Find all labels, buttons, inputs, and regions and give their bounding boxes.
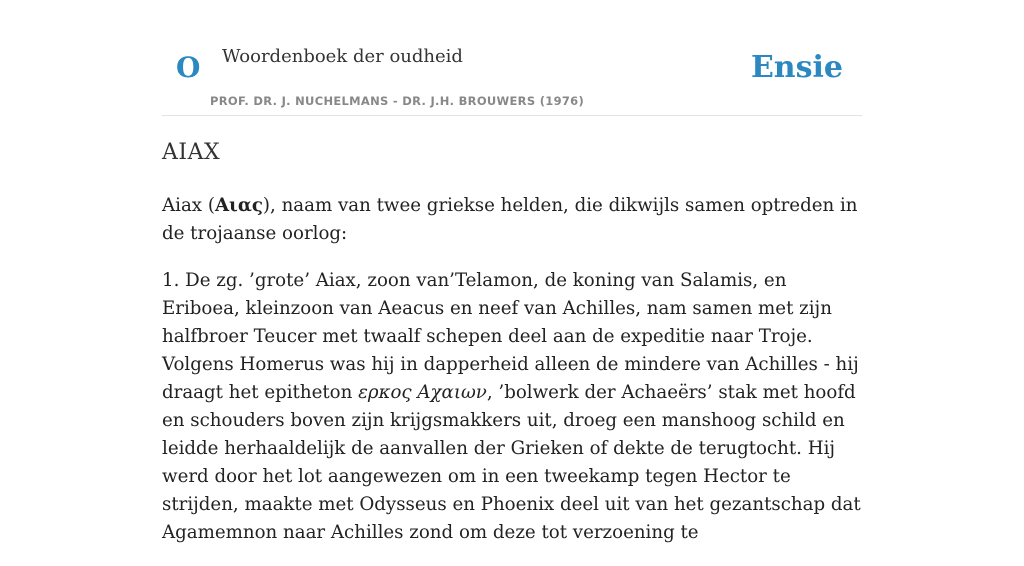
entry-body bbox=[162, 192, 862, 566]
entry-paragraph bbox=[162, 192, 862, 248]
book-authors: PROF. DR. J. NUCHELMANS - DR. J.H. BROUWERS (1976) bbox=[210, 94, 585, 108]
paragraph-text: , ’bolwerk der Achaeërs’ stak met hoofd en schouders boven zijn krijgsmakkers uit, droeg een manshoog schild en leidde herhaaldelijk de aanvallen der Grieken of dekte de terugtocht. Hij werd door het lot aangewezen om in een tweekamp tegen Hector te strijden, maakte met Odysseus en Phoenix deel uit van het gezantschap dat Agamemnon naar Achilles zond om deze tot verzoening te bbox=[162, 382, 861, 543]
entry-headword: AIAX bbox=[162, 140, 221, 165]
entry-paragraph bbox=[162, 267, 862, 547]
book-title[interactable]: Woordenboek der oudheid bbox=[222, 46, 463, 67]
page-header bbox=[162, 40, 862, 116]
brand-logo[interactable]: Ensie bbox=[750, 50, 843, 85]
greek-epithet: ερκος Αχαιων bbox=[358, 382, 487, 403]
paragraph-text: ), naam van twee griekse helden, die dikwijls samen optreden in de trojaanse oorlog: bbox=[162, 195, 858, 244]
paragraph-text: Aiax ( bbox=[162, 195, 215, 216]
paragraph-text: 1. De zg. ’grote’ Aiax, zoon van’Telamon, de koning van Salamis, en Eriboea, kleinzoon van Aeacus en neef van Achilles, nam samen met zijn halfbroer Teucer met twaalf schepen deel aan de expeditie naar Troje. Volgens Homerus was hij in dapperheid alleen de mindere van Achilles - hij draagt het epitheton bbox=[162, 270, 859, 403]
letter-index[interactable]: O bbox=[176, 51, 201, 84]
greek-term: Αιας bbox=[214, 195, 263, 216]
